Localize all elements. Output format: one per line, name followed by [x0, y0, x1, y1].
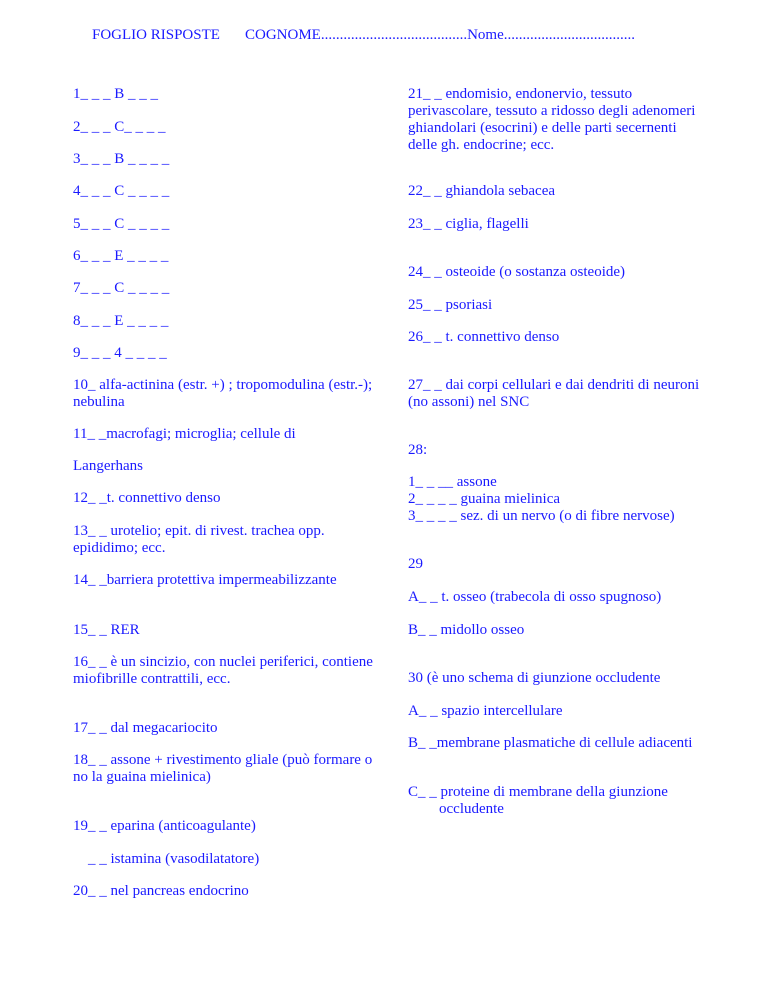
answer-30-a: A_ _ spazio intercellulare [408, 703, 563, 719]
answer-13: 13_ _ urotelio; epit. di rivest. trachea opp. epididimo; ecc. [73, 523, 325, 556]
answer-19-continued: _ _ istamina (vasodilatatore) [88, 851, 260, 867]
answer-8: 8_ _ _ E _ _ _ _ [73, 313, 169, 329]
answer-19: 19_ _ eparina (anticoagulante) [73, 818, 256, 834]
answer-14: 14_ _barriera protettiva impermeabilizzante [73, 572, 337, 588]
answer-11-continued: Langerhans [73, 458, 143, 474]
answer-30-heading: 30 (è uno schema di giunzione occludente [408, 670, 661, 686]
answer-16: 16_ _ è un sincizio, con nuclei periferici, contiene miofibrille contrattili, ecc. [73, 654, 373, 687]
answer-18: 18_ _ assone + rivestimento gliale (può formare o no la guaina mielinica) [73, 752, 373, 785]
answer-28-2: 2_ _ _ _ guaina mielinica [408, 491, 561, 507]
answer-21: 21_ _ endomisio, endonervio, tessuto perivascolare, tessuto a ridosso degli adenomeri ghiandolari (esocrini) e delle parti secernenti delle gh. endocrine; ecc. [408, 86, 696, 153]
answer-29-heading: 29 [408, 556, 423, 572]
answer-30-c: C_ _ proteine di membrane della giunzione [408, 784, 668, 800]
sheet-title: FOGLIO RISPOSTE [92, 27, 220, 43]
answer-17: 17_ _ dal megacariocito [73, 720, 218, 736]
answer-9: 9_ _ _ 4 _ _ _ _ [73, 345, 167, 361]
answer-28-3: 3_ _ _ _ sez. di un nervo (o di fibre nervose) [408, 508, 675, 524]
answer-7: 7_ _ _ C _ _ _ _ [73, 280, 170, 296]
answer-12: 12_ _t. connettivo denso [73, 490, 221, 506]
answer-15: 15_ _ RER [73, 622, 140, 638]
name-field-line: COGNOME.......................................Nome................................... [245, 27, 635, 43]
answer-20: 20_ _ nel pancreas endocrino [73, 883, 249, 899]
answer-5: 5_ _ _ C _ _ _ _ [73, 216, 170, 232]
answer-27: 27_ _ dai corpi cellulari e dai dendriti di neuroni (no assoni) nel SNC [408, 377, 700, 410]
answer-10: 10_ alfa-actinina (estr. +) ; tropomodulina (estr.-); nebulina [73, 377, 373, 410]
answer-29-b: B_ _ midollo osseo [408, 622, 525, 638]
answer-29-a: A_ _ t. osseo (trabecola di osso spugnoso) [408, 589, 662, 605]
answer-30-b: B_ _membrane plasmatiche di cellule adiacenti [408, 735, 693, 751]
answer-6: 6_ _ _ E _ _ _ _ [73, 248, 169, 264]
answer-4: 4_ _ _ C _ _ _ _ [73, 183, 170, 199]
answer-3: 3_ _ _ B _ _ _ _ [73, 151, 170, 167]
answer-2: 2_ _ _ C_ _ _ _ [73, 119, 166, 135]
answer-23: 23_ _ ciglia, flagelli [408, 216, 529, 232]
answer-26: 26_ _ t. connettivo denso [408, 329, 560, 345]
answer-25: 25_ _ psoriasi [408, 297, 493, 313]
answer-11: 11_ _macrofagi; microglia; cellule di [73, 426, 296, 442]
answer-28-1: 1_ _ __ assone [408, 474, 497, 490]
answer-30-c-continued: occludente [439, 801, 504, 817]
answer-28-heading: 28: [408, 442, 428, 458]
answer-22: 22_ _ ghiandola sebacea [408, 183, 556, 199]
answer-1: 1_ _ _ B _ _ _ [73, 86, 159, 102]
answer-24: 24_ _ osteoide (o sostanza osteoide) [408, 264, 626, 280]
